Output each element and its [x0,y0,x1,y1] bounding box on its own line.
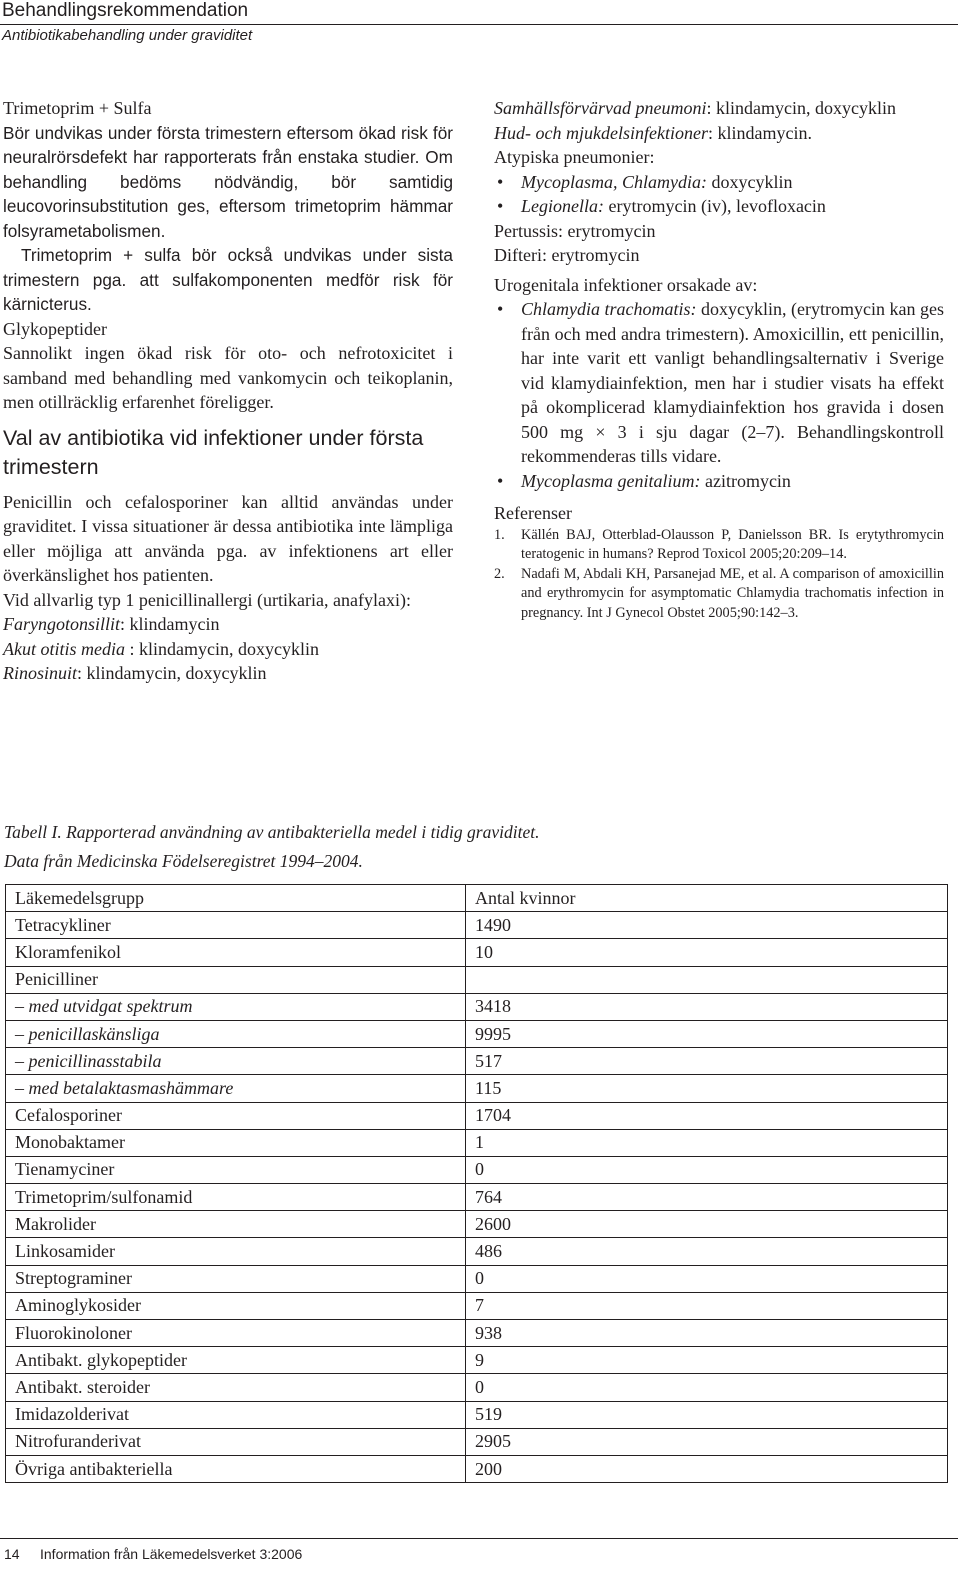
drug-group-cell: Monobaktamer [6,1129,466,1156]
drug-group-cell: Cefalosporiner [6,1102,466,1129]
allergy-item [3,661,453,686]
allergy-text: klindamycin, doxycyklin [86,663,267,683]
allergy-term: Rinosinuit [3,663,78,683]
uro-bullet-list [494,297,944,493]
header-divider [0,24,958,25]
allergy-term: Akut otitis media [3,638,125,659]
table-row [6,1211,948,1238]
drug-group-cell: Linkosamider [6,1238,466,1265]
count-cell: 2905 [466,1428,948,1455]
bullet-term: Mycoplasma genitalium: [521,470,701,491]
usage-table [5,884,948,1483]
drug-group-cell: Övriga antibakteriella [6,1455,466,1482]
allergy-heading: Vid allvarlig typ 1 penicillinallergi (urtikaria, anafylaxi): [3,589,411,610]
allergy-item [3,637,453,662]
bullet-text: doxycyklin [706,171,793,192]
reference-text: Nadafi M, Abdali KH, Parsanejad ME, et al. A comparison of amoxicillin and erythromycin for asymptomatic Chlamydia trachomatis infection in pregnancy. Int J Gynecol Obstet 2005;90:142–3. [521,565,944,621]
count-cell [466,966,948,993]
table-row [6,1292,948,1319]
bullet-item [494,170,944,195]
glyko-heading: Glykopeptider [3,318,107,339]
count-cell: 764 [466,1184,948,1211]
count-cell: 9 [466,1347,948,1374]
allergy-text: klindamycin, doxycyklin [139,638,319,659]
count-cell: 519 [466,1401,948,1428]
uro-heading: Urogenitala infektioner orsakade av: [494,274,758,295]
tmp-paragraph-1: Bör undvikas under första trimestern eftersom ökad risk för neuralrörsdefekt har rapporterats från enstaka studier. Om behandling bedöms nödvändig, bör samtidig leucovorinsubstitution ges, eftersom trimetoprim hämmar folsyrametabolismen. [3,122,453,241]
drug-group-cell: – med betalaktasmashämmare [6,1075,466,1102]
allergy-text: klindamycin [129,614,220,634]
table-row [6,1048,948,1075]
count-cell: 200 [466,1455,948,1482]
reference-number: 2. [494,565,505,582]
table-row [6,1374,948,1401]
drug-group-cell: Trimetoprim/sulfonamid [6,1184,466,1211]
bullet-term: Mycoplasma, Chlamydia: [521,171,707,192]
count-cell: 2600 [466,1211,948,1238]
publication-title: Information från Läkemedelsverket 3:2006 [40,1546,303,1562]
infection-text: klindamycin, doxycyklin [716,98,896,118]
bullet-term: Chlamydia trachomatis: [521,299,697,319]
table-row [6,1020,948,1047]
table-caption [4,818,904,876]
drug-group-cell: Antibakt. steroider [6,1374,466,1401]
infection-sep: : [706,98,716,118]
allergy-term: Faryngotonsillit [3,614,120,634]
bullet-text: doxycyklin, (erytromycin kan ges från och med andra trimestern). Amoxicillin, ett penicillin, har inte varit ett vanligt behandlingsalternativ i Sverige vid klamydiainfektion, men har i studier visats ha effekt på okomplicerad klamydiainfektion hos gravida i dosen 500 mg × 3 i sju dagar (2–7). Behandlingskontroll rekommenderas tills vidare. [521,299,944,466]
page-number: 14 [4,1546,20,1562]
drug-group-cell: Antibakt. glykopeptider [6,1347,466,1374]
allergy-sep: : [77,663,87,683]
infection-item [494,96,944,121]
bullet-term: Legionella: [521,196,604,216]
allergy-sep: : [120,614,130,634]
header-title: Behandlingsrekommendation [2,0,249,21]
infection-text: klindamycin. [717,122,812,143]
count-cell: 1704 [466,1102,948,1129]
atyp-heading: Atypiska pneumonier: [494,147,655,167]
reference-item [494,526,944,565]
infection-term: Hud- och mjukdelsinfektioner [494,122,708,143]
footer-divider [0,1538,958,1539]
reference-list [494,526,944,624]
table-row [6,1156,948,1183]
bullet-item [494,297,944,469]
count-cell: 115 [466,1075,948,1102]
bullet-item [494,469,944,494]
bullet-text: erytromycin (iv), levofloxacin [604,196,826,216]
bullet-item [494,194,944,219]
table-row [6,939,948,966]
infection-list [494,96,944,145]
infection-sep: : [707,122,718,143]
count-cell: 0 [466,1265,948,1292]
drug-group-cell: Tetracykliner [6,912,466,939]
caption-line-1: Tabell I. Rapporterad användning av antibakteriella medel i tidig graviditet. [4,822,540,842]
count-cell: 3418 [466,993,948,1020]
right-column [494,96,944,623]
table-header-row [6,885,948,912]
count-cell: 0 [466,1374,948,1401]
count-cell: 1490 [466,912,948,939]
infection-term: Samhällsförvärvad pneumoni [494,98,707,118]
table-row [6,1238,948,1265]
allergy-sep: : [124,638,139,659]
table-row [6,1347,948,1374]
table-row [6,1455,948,1482]
drug-group-cell: Streptograminer [6,1265,466,1292]
pertussis-label: Pertussis: [494,220,564,241]
references-heading: Referenser [494,503,572,523]
table-row [6,993,948,1020]
caption-line-2: Data från Medicinska Födelseregistret 1994–2004. [4,851,363,871]
header-subtitle: Antibiotikabehandling under graviditet [2,27,253,44]
count-cell: 486 [466,1238,948,1265]
table-row [6,1102,948,1129]
left-column [3,96,453,686]
table-row [6,1184,948,1211]
pertussis-line [494,219,944,244]
allergy-list [3,612,453,686]
count-cell: 1 [466,1129,948,1156]
table-row [6,1075,948,1102]
difteri-label: Difteri: [494,245,547,265]
count-cell: 9995 [466,1020,948,1047]
count-cell: 7 [466,1292,948,1319]
drug-group-cell: – penicillinasstabila [6,1048,466,1075]
table-row [6,1320,948,1347]
difteri-text: erytromycin [546,245,640,265]
allergy-item [3,612,453,637]
drug-group-cell: Nitrofuranderivat [6,1428,466,1455]
drug-group-cell: – penicillaskänsliga [6,1020,466,1047]
table-row [6,1401,948,1428]
col-header-count: Antal kvinnor [466,885,948,912]
table-row [6,1129,948,1156]
section-title: Val av antibiotika vid infektioner under första trimestern [3,425,424,479]
reference-text: Källén BAJ, Otterblad-Olausson P, Danielsson BR. Is erytythromycin teratogenic in humans? Reprod Toxicol 2005;20:209–14. [521,526,944,562]
drug-group-cell: Aminoglykosider [6,1292,466,1319]
page-header [0,0,960,44]
count-cell: 0 [466,1156,948,1183]
infection-item [494,121,944,146]
drug-group-cell: Fluorokinoloner [6,1320,466,1347]
table-row [6,912,948,939]
table-row [6,1428,948,1455]
drug-group-cell: Imidazolderivat [6,1401,466,1428]
tmp-heading: Trimetoprim + Sulfa [3,98,152,118]
pertussis-text: erytromycin [563,220,656,241]
table-row [6,1265,948,1292]
reference-item [494,565,944,624]
drug-group-cell: – med utvidgat spektrum [6,993,466,1020]
count-cell: 10 [466,939,948,966]
count-cell: 517 [466,1048,948,1075]
bullet-text: azitromycin [700,470,791,491]
glyko-paragraph: Sannolikt ingen ökad risk för oto- och nefrotoxicitet i samband med behandling med vankomycin och teikoplanin, men otillräcklig erfarenhet föreligger. [3,343,453,412]
atyp-bullet-list [494,170,944,219]
drug-group-cell: Kloramfenikol [6,939,466,966]
reference-number: 1. [494,526,505,543]
drug-group-cell: Makrolider [6,1211,466,1238]
drug-group-cell: Penicilliner [6,966,466,993]
table-body [6,912,948,1483]
table-row [6,966,948,993]
section-paragraph: Penicillin och cefalosporiner kan alltid användas under graviditet. I vissa situationer är dessa antibiotika inte lämpliga eller möjliga att använda pga. av infektionens art eller överkänslighet hos patienten. [3,491,453,585]
tmp-paragraph-2: Trimetoprim + sulfa bör också undvikas under sista trimestern pga. att sulfakomponenten medför risk för kärnicterus. [3,245,453,314]
count-cell: 938 [466,1320,948,1347]
drug-group-cell: Tienamyciner [6,1156,466,1183]
difteri-line [494,243,944,268]
col-header-drug-group: Läkemedelsgrupp [6,885,466,912]
